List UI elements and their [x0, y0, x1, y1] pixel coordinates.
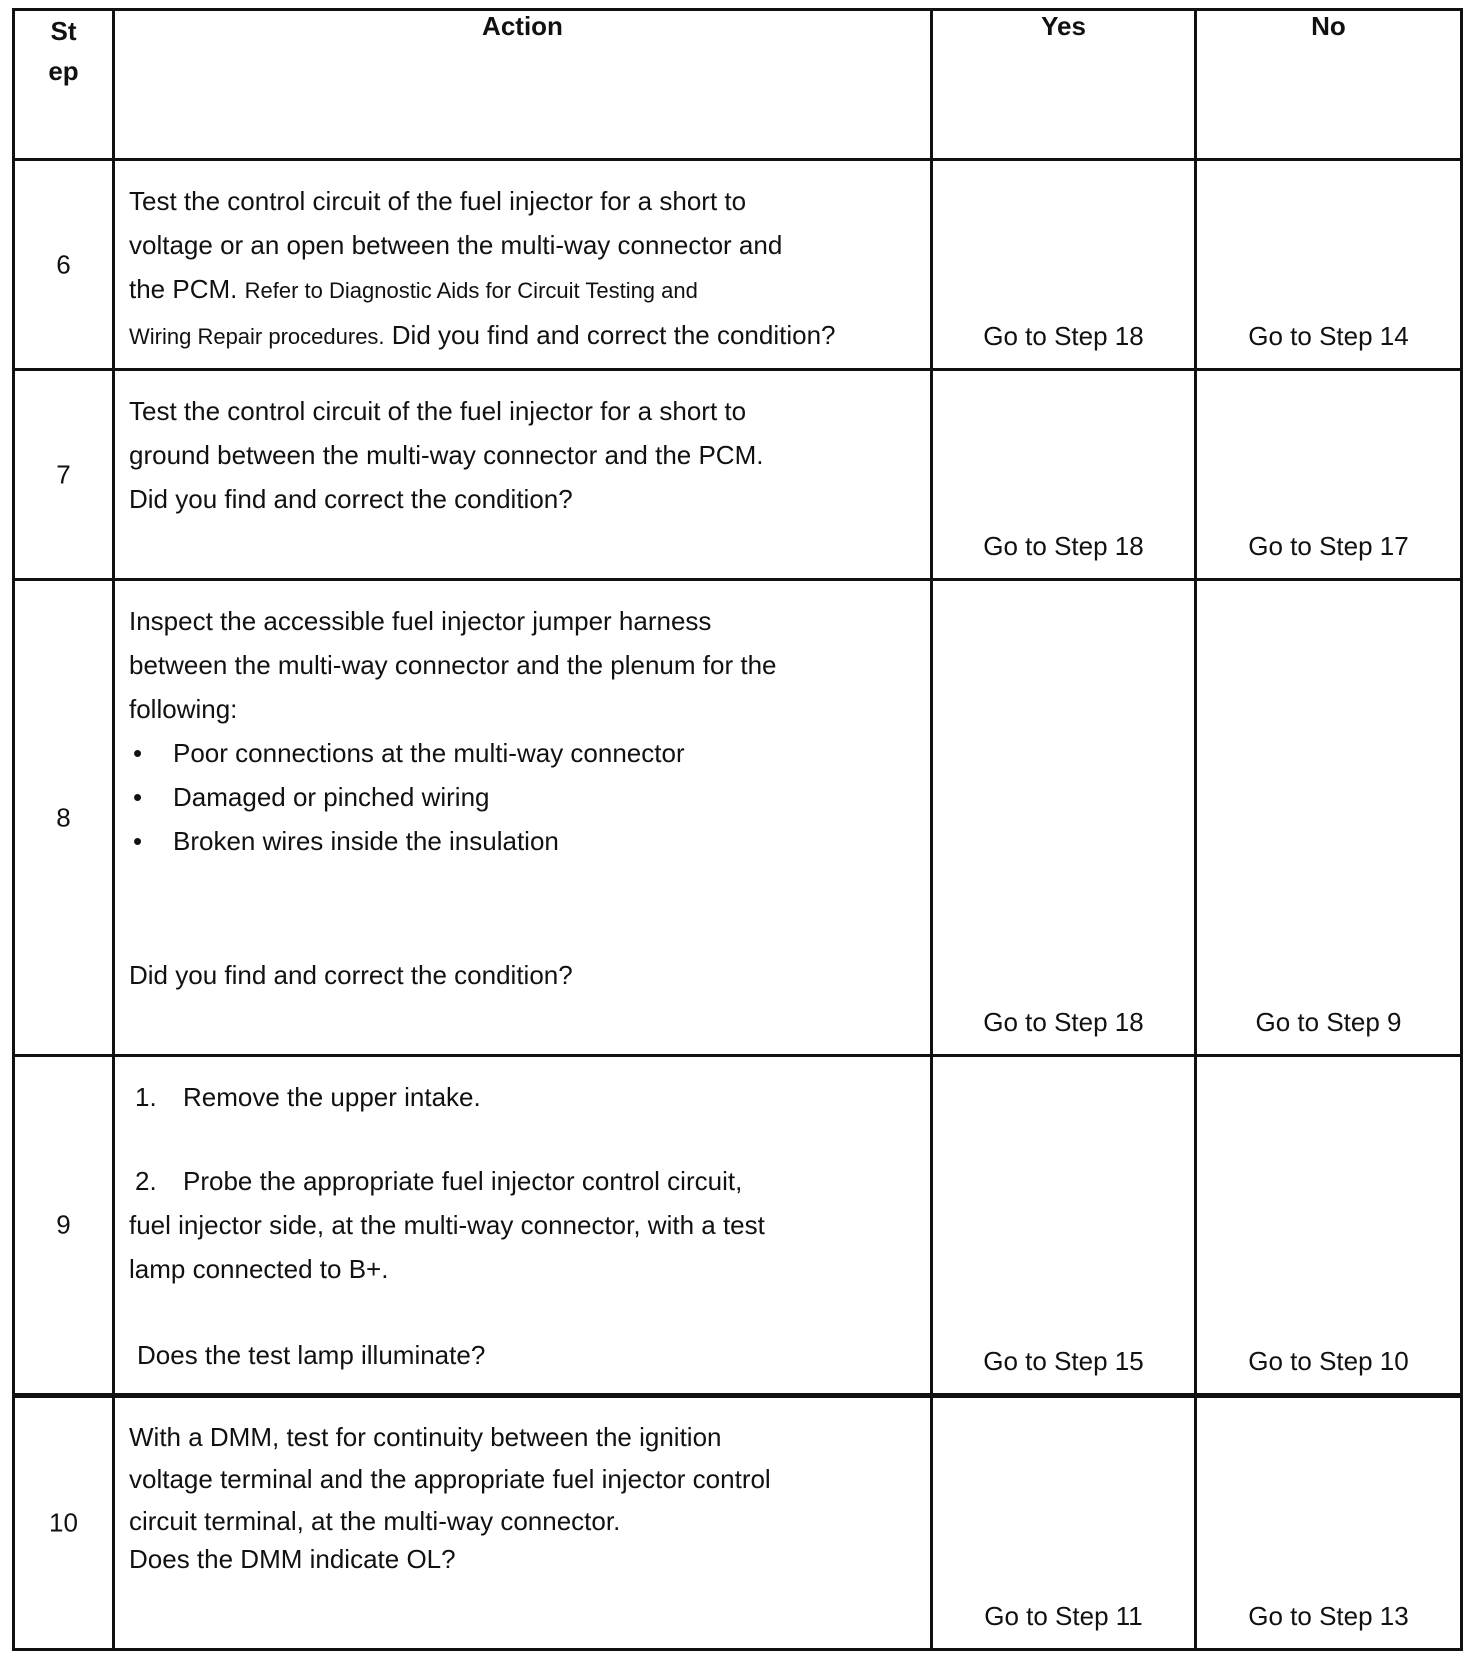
- no-goto: Go to Step 13: [1248, 1601, 1409, 1631]
- yes-cell: [932, 1396, 1196, 1650]
- bullet-icon: •: [133, 826, 143, 856]
- action-line: Test the control circuit of the fuel injector for a short to: [129, 186, 747, 216]
- bullet-item: • Damaged or pinched wiring: [129, 775, 916, 819]
- yes-cell: [932, 160, 1196, 370]
- step-number: 7: [56, 459, 71, 489]
- action-question: Did you find and correct the condition?: [391, 320, 836, 350]
- action-cell: [114, 580, 932, 1056]
- action-line: the PCM.: [129, 274, 238, 304]
- action-line: ground between the multi-way connector and the PCM.: [129, 440, 764, 470]
- yes-goto: Go to Step 18: [983, 1007, 1144, 1037]
- action-question: Did you find and correct the condition?: [129, 484, 573, 514]
- action-reference: Refer to Diagnostic Aids for Circuit Testing and: [244, 278, 698, 303]
- action-line: With a DMM, test for continuity between the ignition: [129, 1422, 722, 1452]
- no-goto: Go to Step 14: [1248, 321, 1409, 351]
- yes-goto: Go to Step 18: [983, 321, 1144, 351]
- header-yes: Yes: [932, 10, 1196, 160]
- step-number: 8: [56, 802, 71, 832]
- table-row: [14, 1056, 1462, 1396]
- action-line: Inspect the accessible fuel injector jumper harness: [129, 606, 712, 636]
- table-row: [14, 1396, 1462, 1650]
- diagnostic-table: [12, 8, 1463, 1651]
- yes-cell: [932, 1056, 1196, 1396]
- action-line: voltage terminal and the appropriate fuel injector control: [129, 1464, 771, 1494]
- step-number: 6: [56, 249, 71, 279]
- action-cell: [114, 1056, 932, 1396]
- table-row: [14, 160, 1462, 370]
- action-reference: Wiring Repair procedures.: [129, 324, 385, 349]
- action-cell: [114, 1396, 932, 1650]
- no-goto: Go to Step 10: [1248, 1346, 1409, 1376]
- step-cell: [14, 160, 114, 370]
- action-question: Does the DMM indicate OL?: [129, 1544, 456, 1574]
- header-step: St ep: [14, 10, 114, 160]
- yes-goto: Go to Step 11: [984, 1601, 1143, 1631]
- numbered-item: 1. Remove the upper intake.: [135, 1082, 481, 1112]
- no-goto: Go to Step 17: [1248, 531, 1409, 561]
- step-cell: [14, 370, 114, 580]
- yes-goto: Go to Step 18: [983, 531, 1144, 561]
- action-line: lamp connected to B+.: [129, 1254, 389, 1284]
- no-goto: Go to Step 9: [1255, 1007, 1402, 1037]
- header-row: [14, 10, 1462, 160]
- yes-cell: [932, 580, 1196, 1056]
- action-line: following:: [129, 694, 238, 724]
- action-line: between the multi-way connector and the plenum for the: [129, 650, 777, 680]
- action-line: fuel injector side, at the multi-way connector, with a test: [129, 1210, 765, 1240]
- action-cell: [114, 160, 932, 370]
- no-cell: [1196, 160, 1462, 370]
- no-cell: [1196, 1056, 1462, 1396]
- bullet-item: • Poor connections at the multi-way connector: [129, 731, 916, 775]
- bullet-item: • Broken wires inside the insulation: [129, 819, 916, 863]
- step-number: 9: [56, 1209, 71, 1240]
- yes-cell: [932, 370, 1196, 580]
- step-cell: [14, 580, 114, 1056]
- action-line: circuit terminal, at the multi-way connector.: [129, 1506, 621, 1536]
- no-cell: [1196, 580, 1462, 1056]
- header-no: No: [1196, 10, 1462, 160]
- yes-goto: Go to Step 15: [983, 1346, 1144, 1376]
- bullet-icon: •: [133, 738, 143, 768]
- action-line: voltage or an open between the multi-way connector and: [129, 230, 783, 260]
- numbered-item: 2. Probe the appropriate fuel injector control circuit,: [135, 1166, 743, 1196]
- table-row: [14, 370, 1462, 580]
- action-question: Did you find and correct the condition?: [129, 960, 573, 990]
- action-question: Does the test lamp illuminate?: [137, 1340, 486, 1370]
- step-cell: [14, 1396, 114, 1650]
- step-cell: [14, 1056, 114, 1396]
- no-cell: [1196, 370, 1462, 580]
- header-action: Action: [114, 10, 932, 160]
- bullet-icon: •: [133, 782, 143, 812]
- no-cell: [1196, 1396, 1462, 1650]
- step-number: 10: [49, 1507, 78, 1538]
- action-line: Test the control circuit of the fuel injector for a short to: [129, 396, 747, 426]
- action-cell: [114, 370, 932, 580]
- table-row: [14, 580, 1462, 1056]
